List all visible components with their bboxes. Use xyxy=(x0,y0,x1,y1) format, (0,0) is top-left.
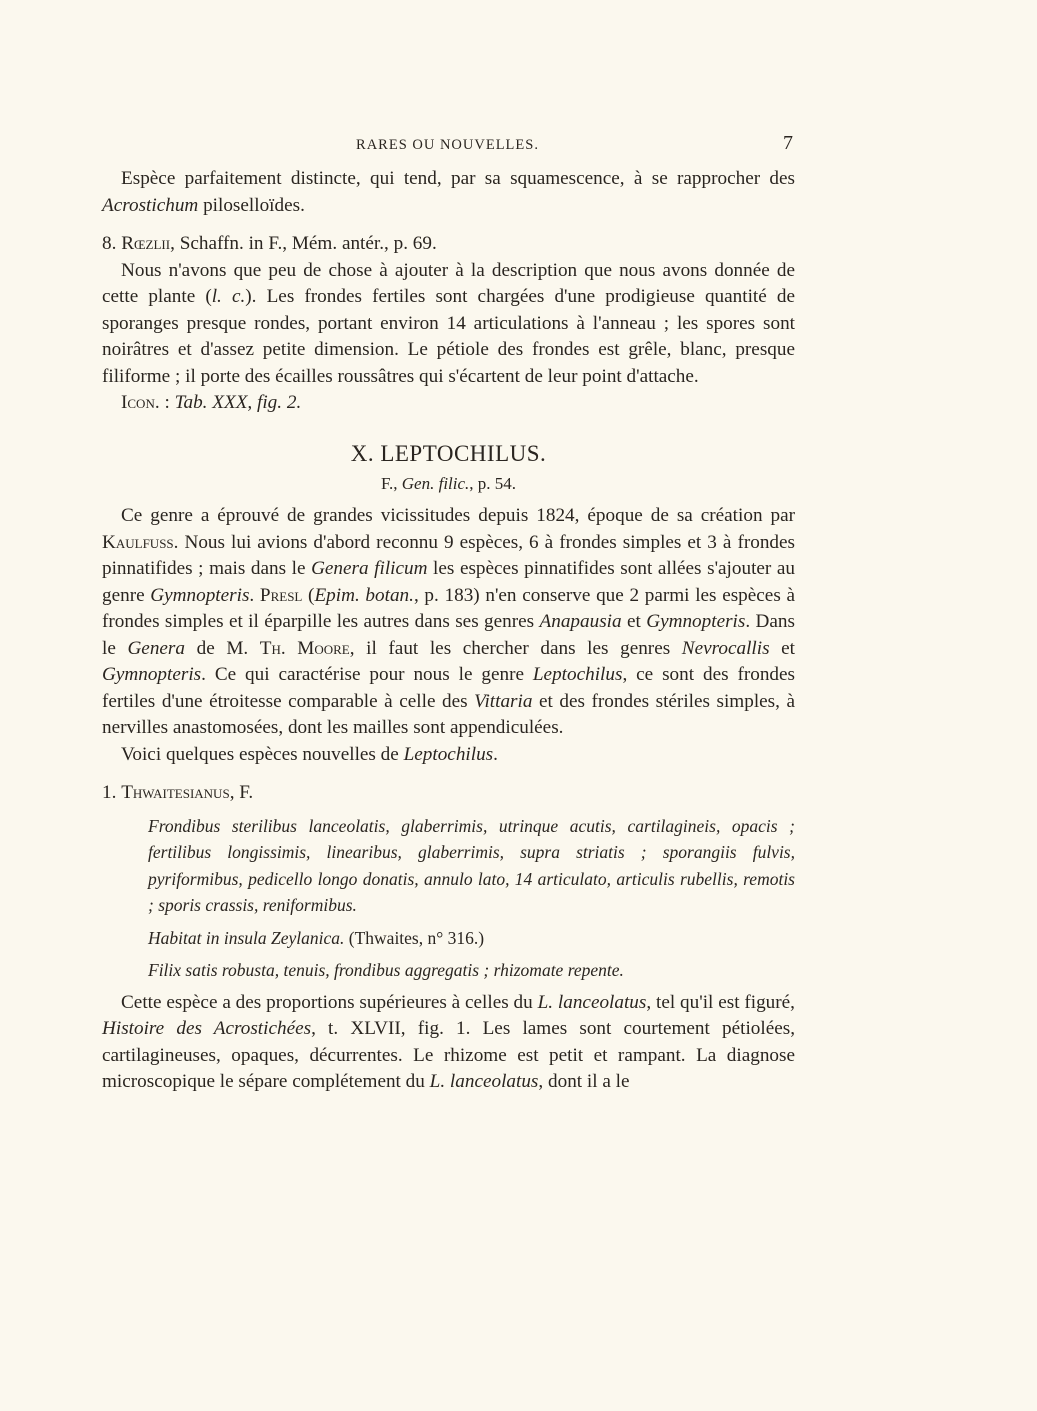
page-header xyxy=(102,132,793,161)
paragraph-new-species-intro: Voici quelques espèces nouvelles de Leptochilus. xyxy=(121,743,498,765)
section-title: X. LEPTOCHILUS. xyxy=(350,440,547,466)
habitat-line: Habitat in insula Zeylanica. (Thwaites, n° 316.) xyxy=(148,927,485,948)
icon-reference: Icon. : Tab. XXX, fig. 2. xyxy=(121,392,302,413)
latin-diagnosis: Frondibus sterilibus lanceolatis, glaberrimis, utrinque acutis, cartilagineis, opacis ; fertilibus longissimis, linearibus, glaberrimis, supra striatis ; sporangiis fulvis, pyriformibus, pedicello longo donatis, annulo lato, 14 articulato, articulis rubellis, remotis ; sporis crassis, reniformibus. xyxy=(148,815,795,915)
species-1-heading: 1. Thwaitesianus, F. xyxy=(102,782,254,803)
section-subtitle: F., Gen. filic., p. 54. xyxy=(380,473,517,493)
running-head: RARES OU NOUVELLES. xyxy=(356,137,539,153)
paragraph-acrostichum: Espèce parfaitement distincte, qui tend, par sa squamescence, à se rapprocher des Acrostichum piloselloïdes. xyxy=(102,168,795,216)
paragraph-roezlii: Nous n'avons que peu de chose à ajouter à la description que nous avons donnée de cette plante (l. c.). Les frondes fertiles sont chargées d'une prodigieuse quantité de sporanges presque rondes, portant environ 14 articulations à l'anneau ; les spores sont noirâtres et d'assez petite dimension. Le pétiole des frondes est grêle, blanc, presque filiforme ; il porte des écailles roussâtres qui s'écartent de leur point d'attache. xyxy=(102,259,795,387)
paragraph-genus-history: Ce genre a éprouvé de grandes vicissitudes depuis 1824, époque de sa création par Kaulfuss. Nous lui avions d'abord reconnu 9 espèces, 6 à frondes simples et 3 à frondes pinnatifides ; mais dans le Genera filicum les espèces pinnatifides sont allées s'ajouter au genre Gymnopteris. Presl (Epim. botan., p. 183) n'en conserve que 2 parmi les espèces à frondes simples et il éparpille les autres dans ses genres Anapausia et Gymnopteris. Dans le Genera de M. Th. Moore, il faut les chercher dans les genres Nevrocallis et Gymnopteris. Ce qui caractérise pour nous le genre Leptochilus, ce sont des frondes fertiles d'une étroitesse comparable à celle des Vittaria et des frondes stériles simples, à nervilles anastomosées, dont les mailles sont appendiculées. xyxy=(102,505,796,738)
filix-description: Filix satis robusta, tenuis, frondibus aggregatis ; rhizomate repente. xyxy=(148,960,624,980)
paragraph-thwaitesianus-comparison: Cette espèce a des proportions supérieures à celles du L. lanceolatus, tel qu'il est figuré, Histoire des Acrostichées, t. XLVII, fig. 1. Les lames sont courtement pétiolées, cartilagineuses, opaques, décurrentes. Le rhizome est petit et rampant. La diagnose microscopique le sépare complétement du L. lanceolatus, dont il a le xyxy=(102,991,795,1092)
page-number: 7 xyxy=(783,132,793,154)
page-body xyxy=(102,166,795,1096)
species-8-heading: 8. Rœzlii, Schaffn. in F., Mém. antér., p. 69. xyxy=(102,233,437,254)
